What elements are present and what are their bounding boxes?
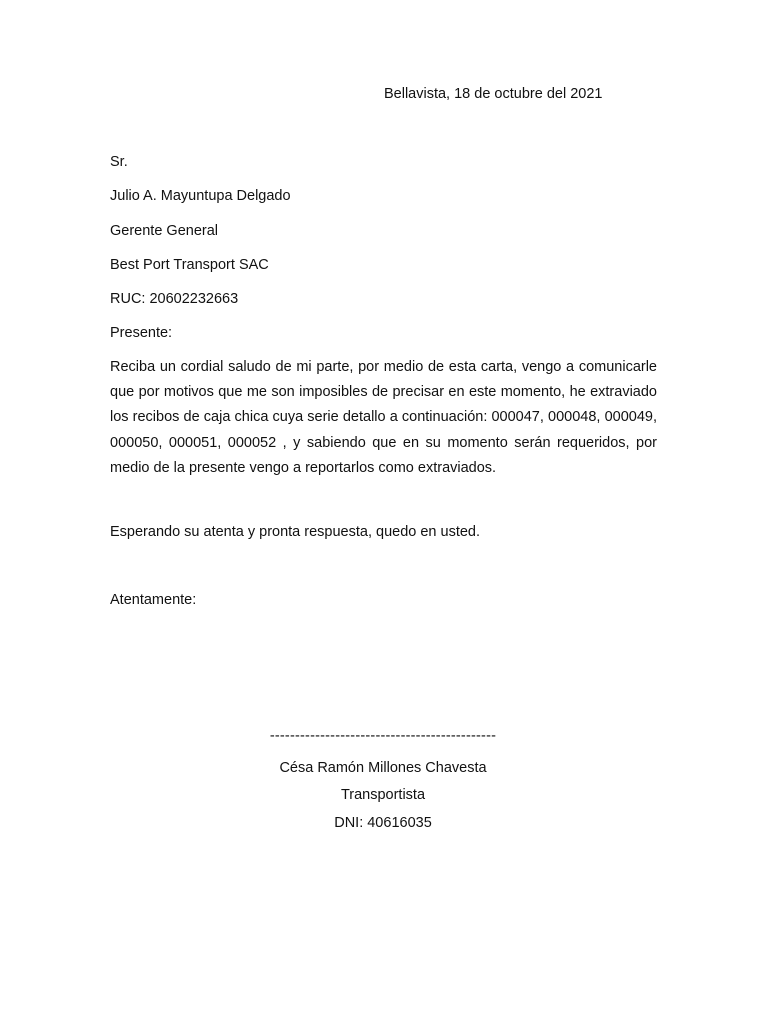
addressee-company: Best Port Transport SAC (110, 256, 269, 273)
regards-line: Atentamente: (110, 592, 197, 608)
signer-role: Transportista (340, 787, 426, 804)
addressee-salutation: Sr. (110, 154, 128, 170)
addressee-name: Julio A. Mayuntupa Delgado (110, 188, 291, 205)
date-line: Bellavista, 18 de octubre del 2021 (384, 86, 603, 102)
signature-block (230, 727, 536, 841)
closing-paragraph: Esperando su atenta y pronta respuesta, quedo en usted. (110, 524, 481, 540)
addressee-presente: Presente: (110, 325, 173, 342)
signature-line: --------------------------------------------- (269, 728, 497, 744)
addressee-position: Gerente General (110, 222, 219, 239)
signer-name: Césa Ramón Millones Chavesta (279, 760, 487, 776)
signer-dni: DNI: 40616035 (334, 814, 432, 831)
addressee-ruc: RUC: 20602232663 (110, 291, 239, 308)
addressee-block (110, 153, 291, 359)
body-paragraph: Reciba un cordial saludo de mi parte, por medio de esta carta, vengo a comunicarle que por motivos que me son imposibles de precisar en este momento, he extraviado los recibos de caja chica cuya serie detallo a continuación: 000047, 000048, 000049, 000050, 000051, 000052 , y sabiendo que en su momento serán requeridos, por medio de la presente vengo a reportarlos como extraviados. (110, 359, 657, 476)
